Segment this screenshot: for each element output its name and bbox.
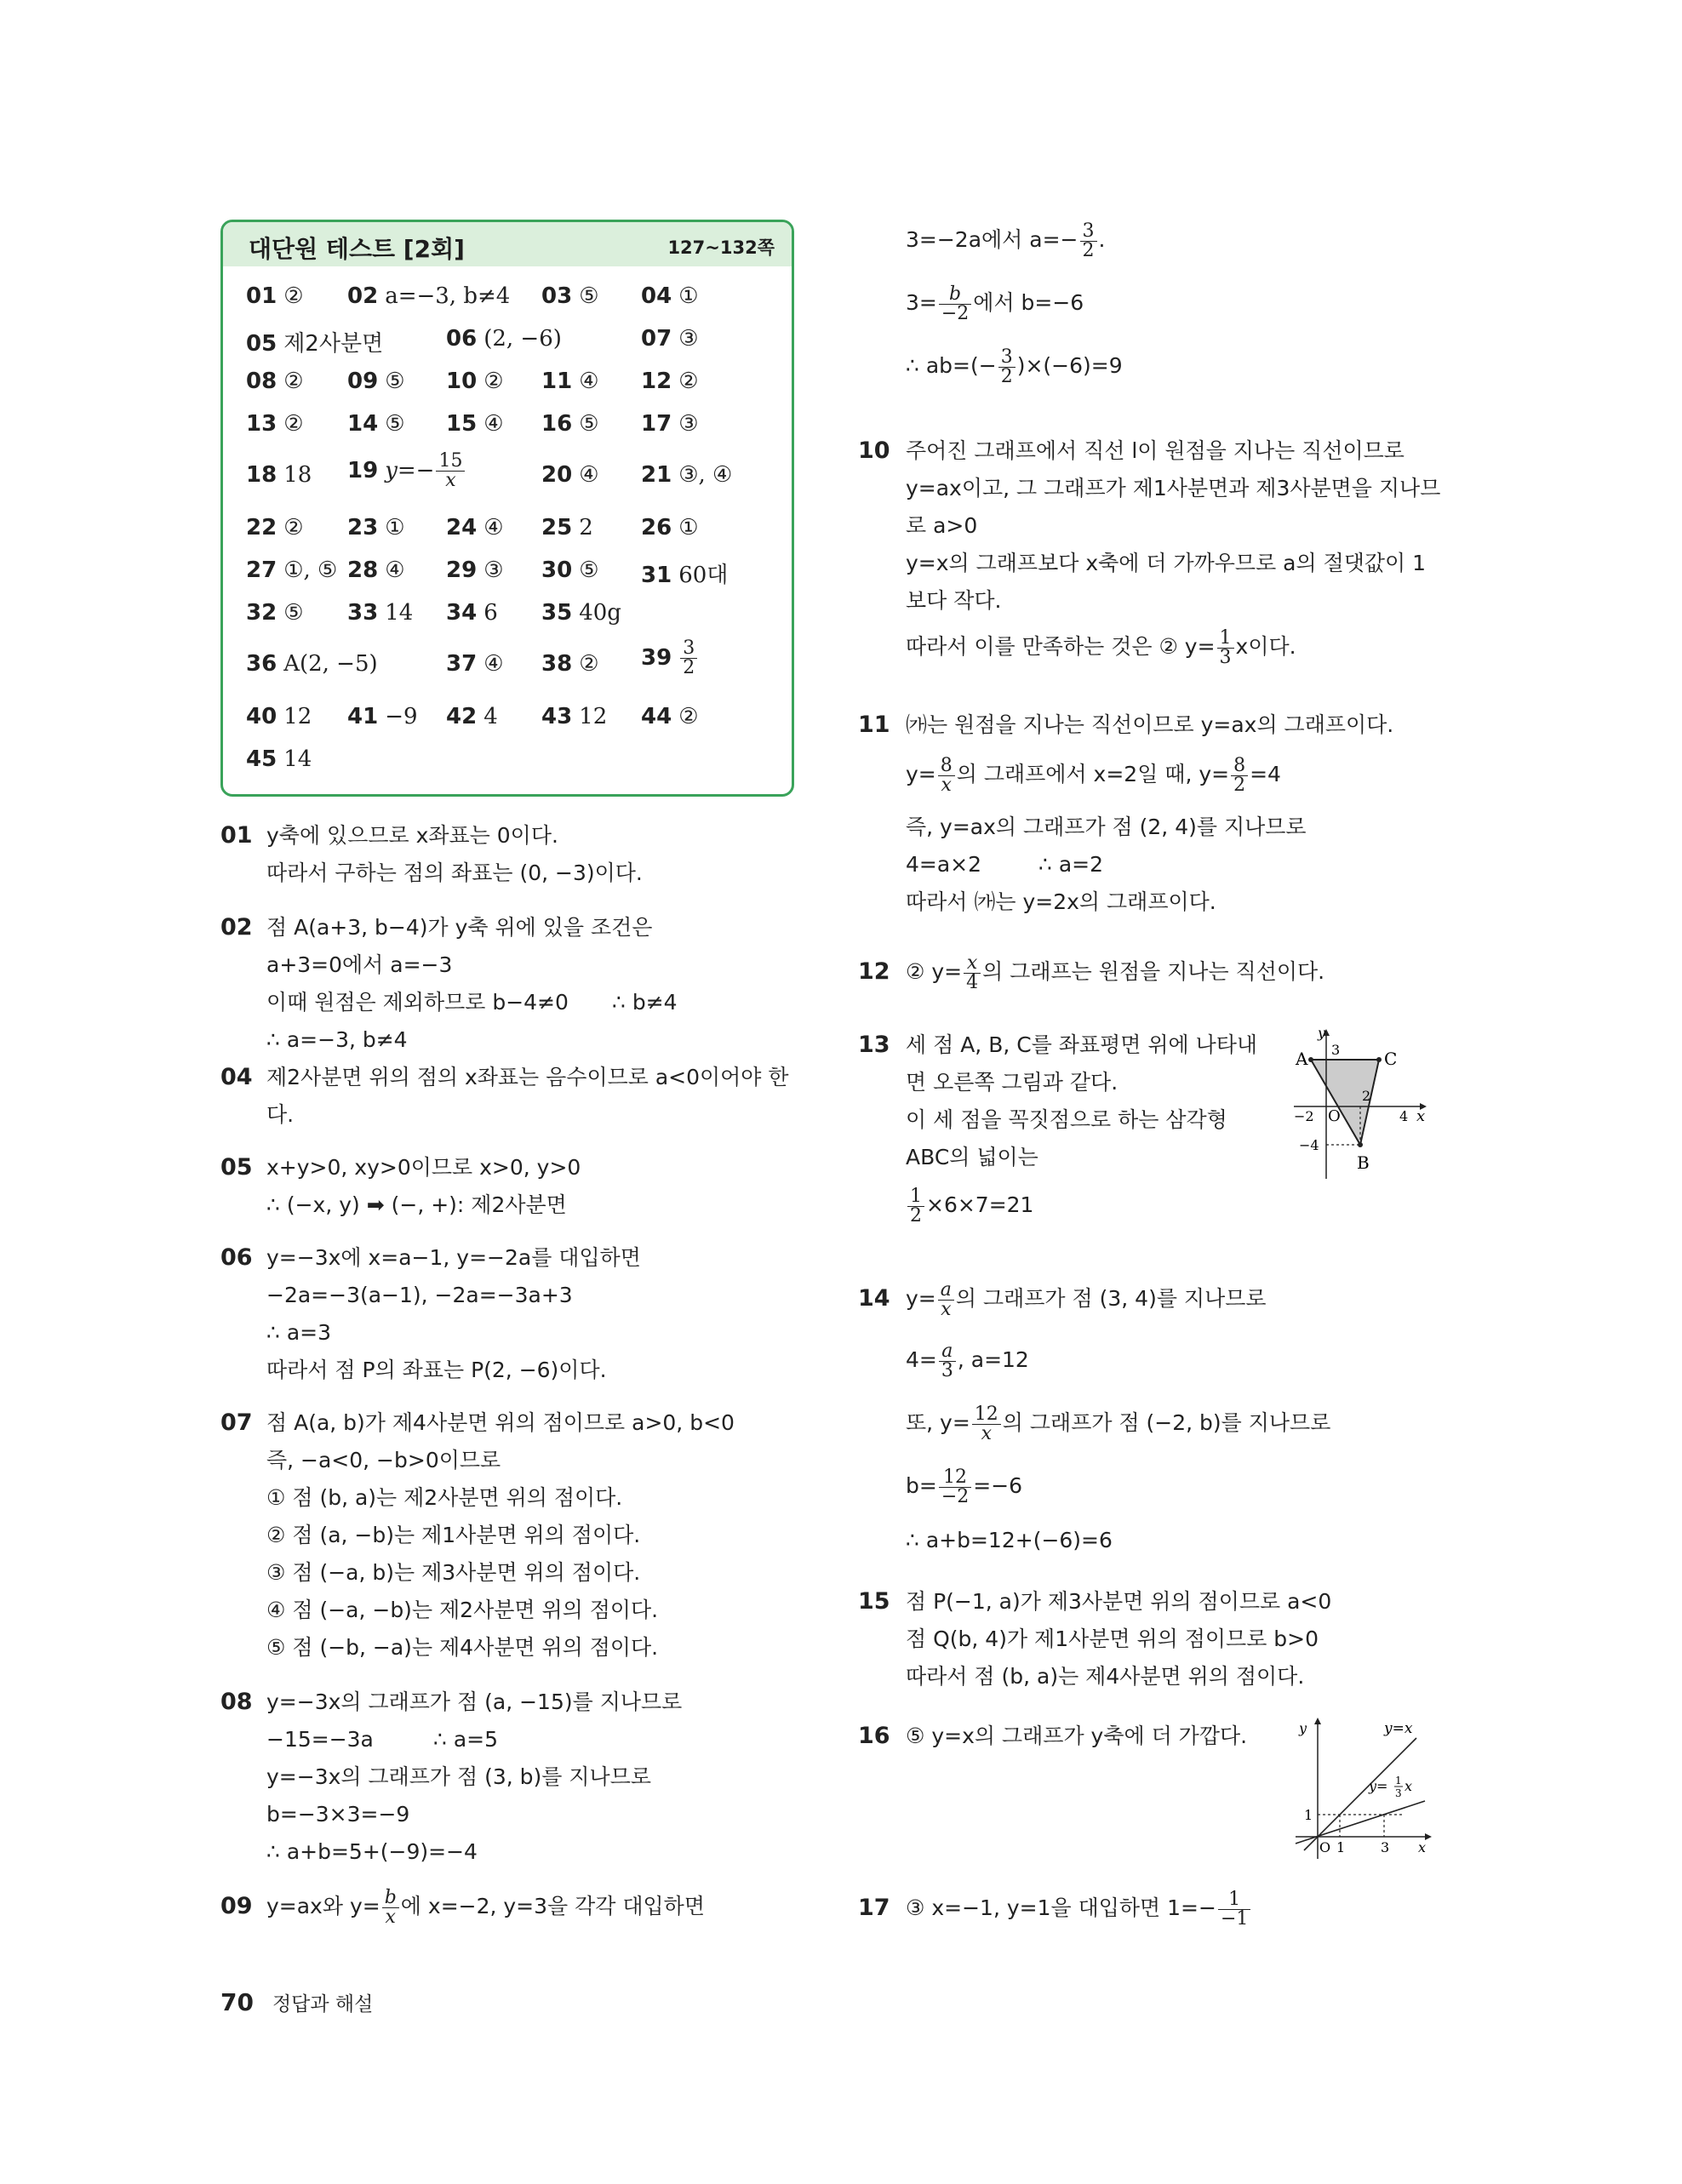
label-y-equals-third-x: y= [1369,1778,1388,1794]
point-b [1358,1142,1363,1147]
tick-neg2: −2 [1294,1108,1314,1124]
label-frac-den: 3 [1395,1787,1402,1799]
page-number: 70 [220,1988,254,2016]
answer-item: 36 A(2, −5) [246,651,378,677]
answer-item: 04 ① [641,283,699,309]
x-axis-arrow [1425,1833,1432,1840]
answer-item: 13 ② [246,411,304,437]
label-c: C [1384,1049,1398,1069]
answer-item: 21 ③, ④ [641,462,733,488]
answer-item: 26 ① [641,515,699,540]
answer-item: 02 a=−3, b≠4 [347,283,511,309]
label-y: y [1318,1026,1326,1041]
answer-item: 45 14 [246,746,312,772]
answer-item: 10 ② [446,369,504,394]
tick-2: 2 [1362,1088,1371,1104]
answer-item: 16 ⑤ [541,411,599,437]
answer-item: 30 ⑤ [541,557,599,583]
answer-key-box [220,220,794,797]
answer-item: 14 ⑤ [347,411,405,437]
label-y-equals-x: y=x [1384,1720,1413,1737]
answer-item: 15 ④ [446,411,504,437]
y-axis-arrow [1314,1718,1321,1724]
answer-item: 23 ① [347,515,405,540]
answer-item: 35 40g [541,600,621,626]
tick-1-x: 1 [1336,1839,1346,1855]
answer-key-title: 대단원 테스트 [2회] [249,235,465,263]
answer-item: 34 6 [446,600,498,626]
page-footer [220,1988,373,2016]
tick-1-y: 1 [1304,1807,1313,1823]
answer-item: 33 14 [347,600,414,626]
answer-item: 06 (2, −6) [446,326,562,352]
answer-item: 39 $\frac{3}{2}$ [641,639,699,677]
tick-neg4: −4 [1299,1137,1319,1153]
answer-item: 18 18 [246,462,312,488]
answer-item: 03 ⑤ [541,283,599,309]
answer-item: 22 ② [246,515,304,540]
answer-item: 12 ② [641,369,699,394]
solution-09: 09 y=ax와 y= $\frac{b}{x}$ 에 x=−2, y=3을 각각 대입하면 [220,1886,705,1928]
answer-item: 19 y=− $\frac{15}{x}$ [347,452,466,490]
label-a: A [1296,1049,1308,1069]
answer-key-pages: 127~132쪽 [667,237,775,258]
tick-4: 4 [1399,1108,1409,1124]
label-x: x [1418,1839,1427,1855]
answer-item: 37 ④ [446,651,504,677]
point-c [1376,1057,1382,1062]
label-x: x [1416,1107,1426,1125]
label-frac-num: 1 [1395,1775,1402,1787]
label-origin: O [1319,1839,1331,1855]
answer-item: 17 ③ [641,411,699,437]
label-origin: O [1328,1107,1341,1125]
answer-item: 32 ⑤ [246,600,304,626]
answer-item: 31 60대 [641,563,729,588]
answer-item: 20 ④ [541,462,599,488]
label-b: B [1357,1152,1370,1173]
answer-item: 43 12 [541,704,608,729]
answer-item: 09 ⑤ [347,369,405,394]
triangle-abc-figure [1287,1026,1432,1187]
tick-3: 3 [1331,1042,1341,1058]
answer-item: 01 ② [246,283,304,309]
answer-item: 38 ② [541,651,599,677]
point-a [1308,1057,1313,1062]
answer-key-header [223,222,792,266]
answer-item: 44 ② [641,704,699,729]
footer-label: 정답과 해설 [272,1993,374,2015]
answer-item: 24 ④ [446,515,504,540]
answer-item: 25 2 [541,515,593,540]
answer-item: 07 ③ [641,326,699,352]
answer-item: 41 −9 [347,704,418,729]
linear-graphs-figure [1287,1714,1437,1867]
answer-item: 28 ④ [347,557,405,583]
answer-item: 27 ①, ⑤ [246,557,338,583]
answer-item: 05 제2사분면 [246,331,384,357]
label-y: y [1299,1720,1307,1736]
label-frac-x: x [1405,1778,1413,1794]
answer-item: 08 ② [246,369,304,394]
answer-item: 29 ③ [446,557,504,583]
tick-3-x: 3 [1381,1839,1390,1855]
answer-item: 11 ④ [541,369,599,394]
answer-item: 42 4 [446,704,498,729]
answer-item: 40 12 [246,704,312,729]
